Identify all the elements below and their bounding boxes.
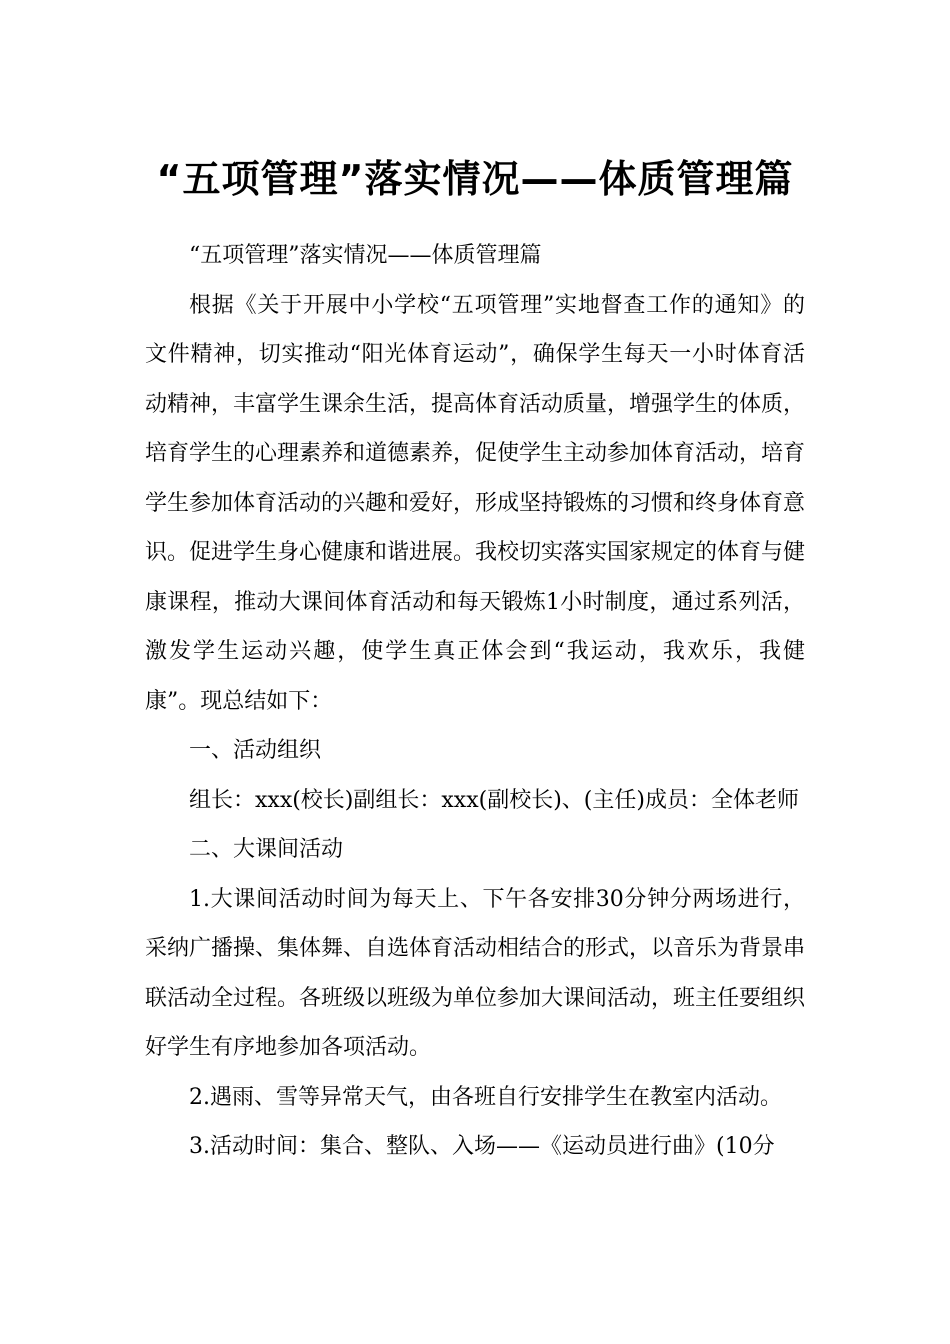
document-body	[145, 231, 805, 1172]
break-activity-item-1: 1.大课间活动时间为每天上、下午各安排30分钟分两场进行，采纳广播操、集体舞、自选体育活动相结合的形式，以音乐为背景串联活动全过程。各班级以班级为单位参加大课间活动，班主任要组织好学生有序地参加各项活动。	[145, 886, 806, 1060]
section-heading-break-activity: 二、大课间活动	[189, 837, 344, 862]
intro-paragraph: 根据《关于开展中小学校“五项管理”实地督查工作的通知》的文件精神，切实推动“阳光体育运动”，确保学生每天一小时体育活动精神，丰富学生课余生活，提高体育活动质量，增强学生的体质，培育学生的心理素养和道德素养，促使学生主动参加体育活动，培育学生参加体育活动的兴趣和爱好，形成坚持锻炼的习惯和终身体育意识。促进学生身心健康和谐进展。我校切实落实国家规定的体育与健康课程，推动大课间体育活动和每天锻炼1小时制度，通过系列活，激发学生运动兴趣，使学生真正体会到“我运动，我欢乐，我健康”。现总结如下：	[145, 292, 806, 714]
subtitle-paragraph: “五项管理”落实情况——体质管理篇	[189, 243, 542, 268]
organization-members-paragraph: 组长：xxx(校长)副组长：xxx(副校长)、(主任)成员：全体老师	[189, 787, 799, 813]
document-title: “五项管理”落实情况——体质管理篇	[156, 157, 794, 202]
break-activity-item-2: 2.遇雨、雪等异常天气，由各班自行安排学生在教室内活动。	[189, 1084, 782, 1110]
break-activity-item-3: 3.活动时间：集合、整队、入场——《运动员进行曲》(10分	[189, 1134, 775, 1159]
section-heading-organization: 一、活动组织	[189, 738, 322, 763]
